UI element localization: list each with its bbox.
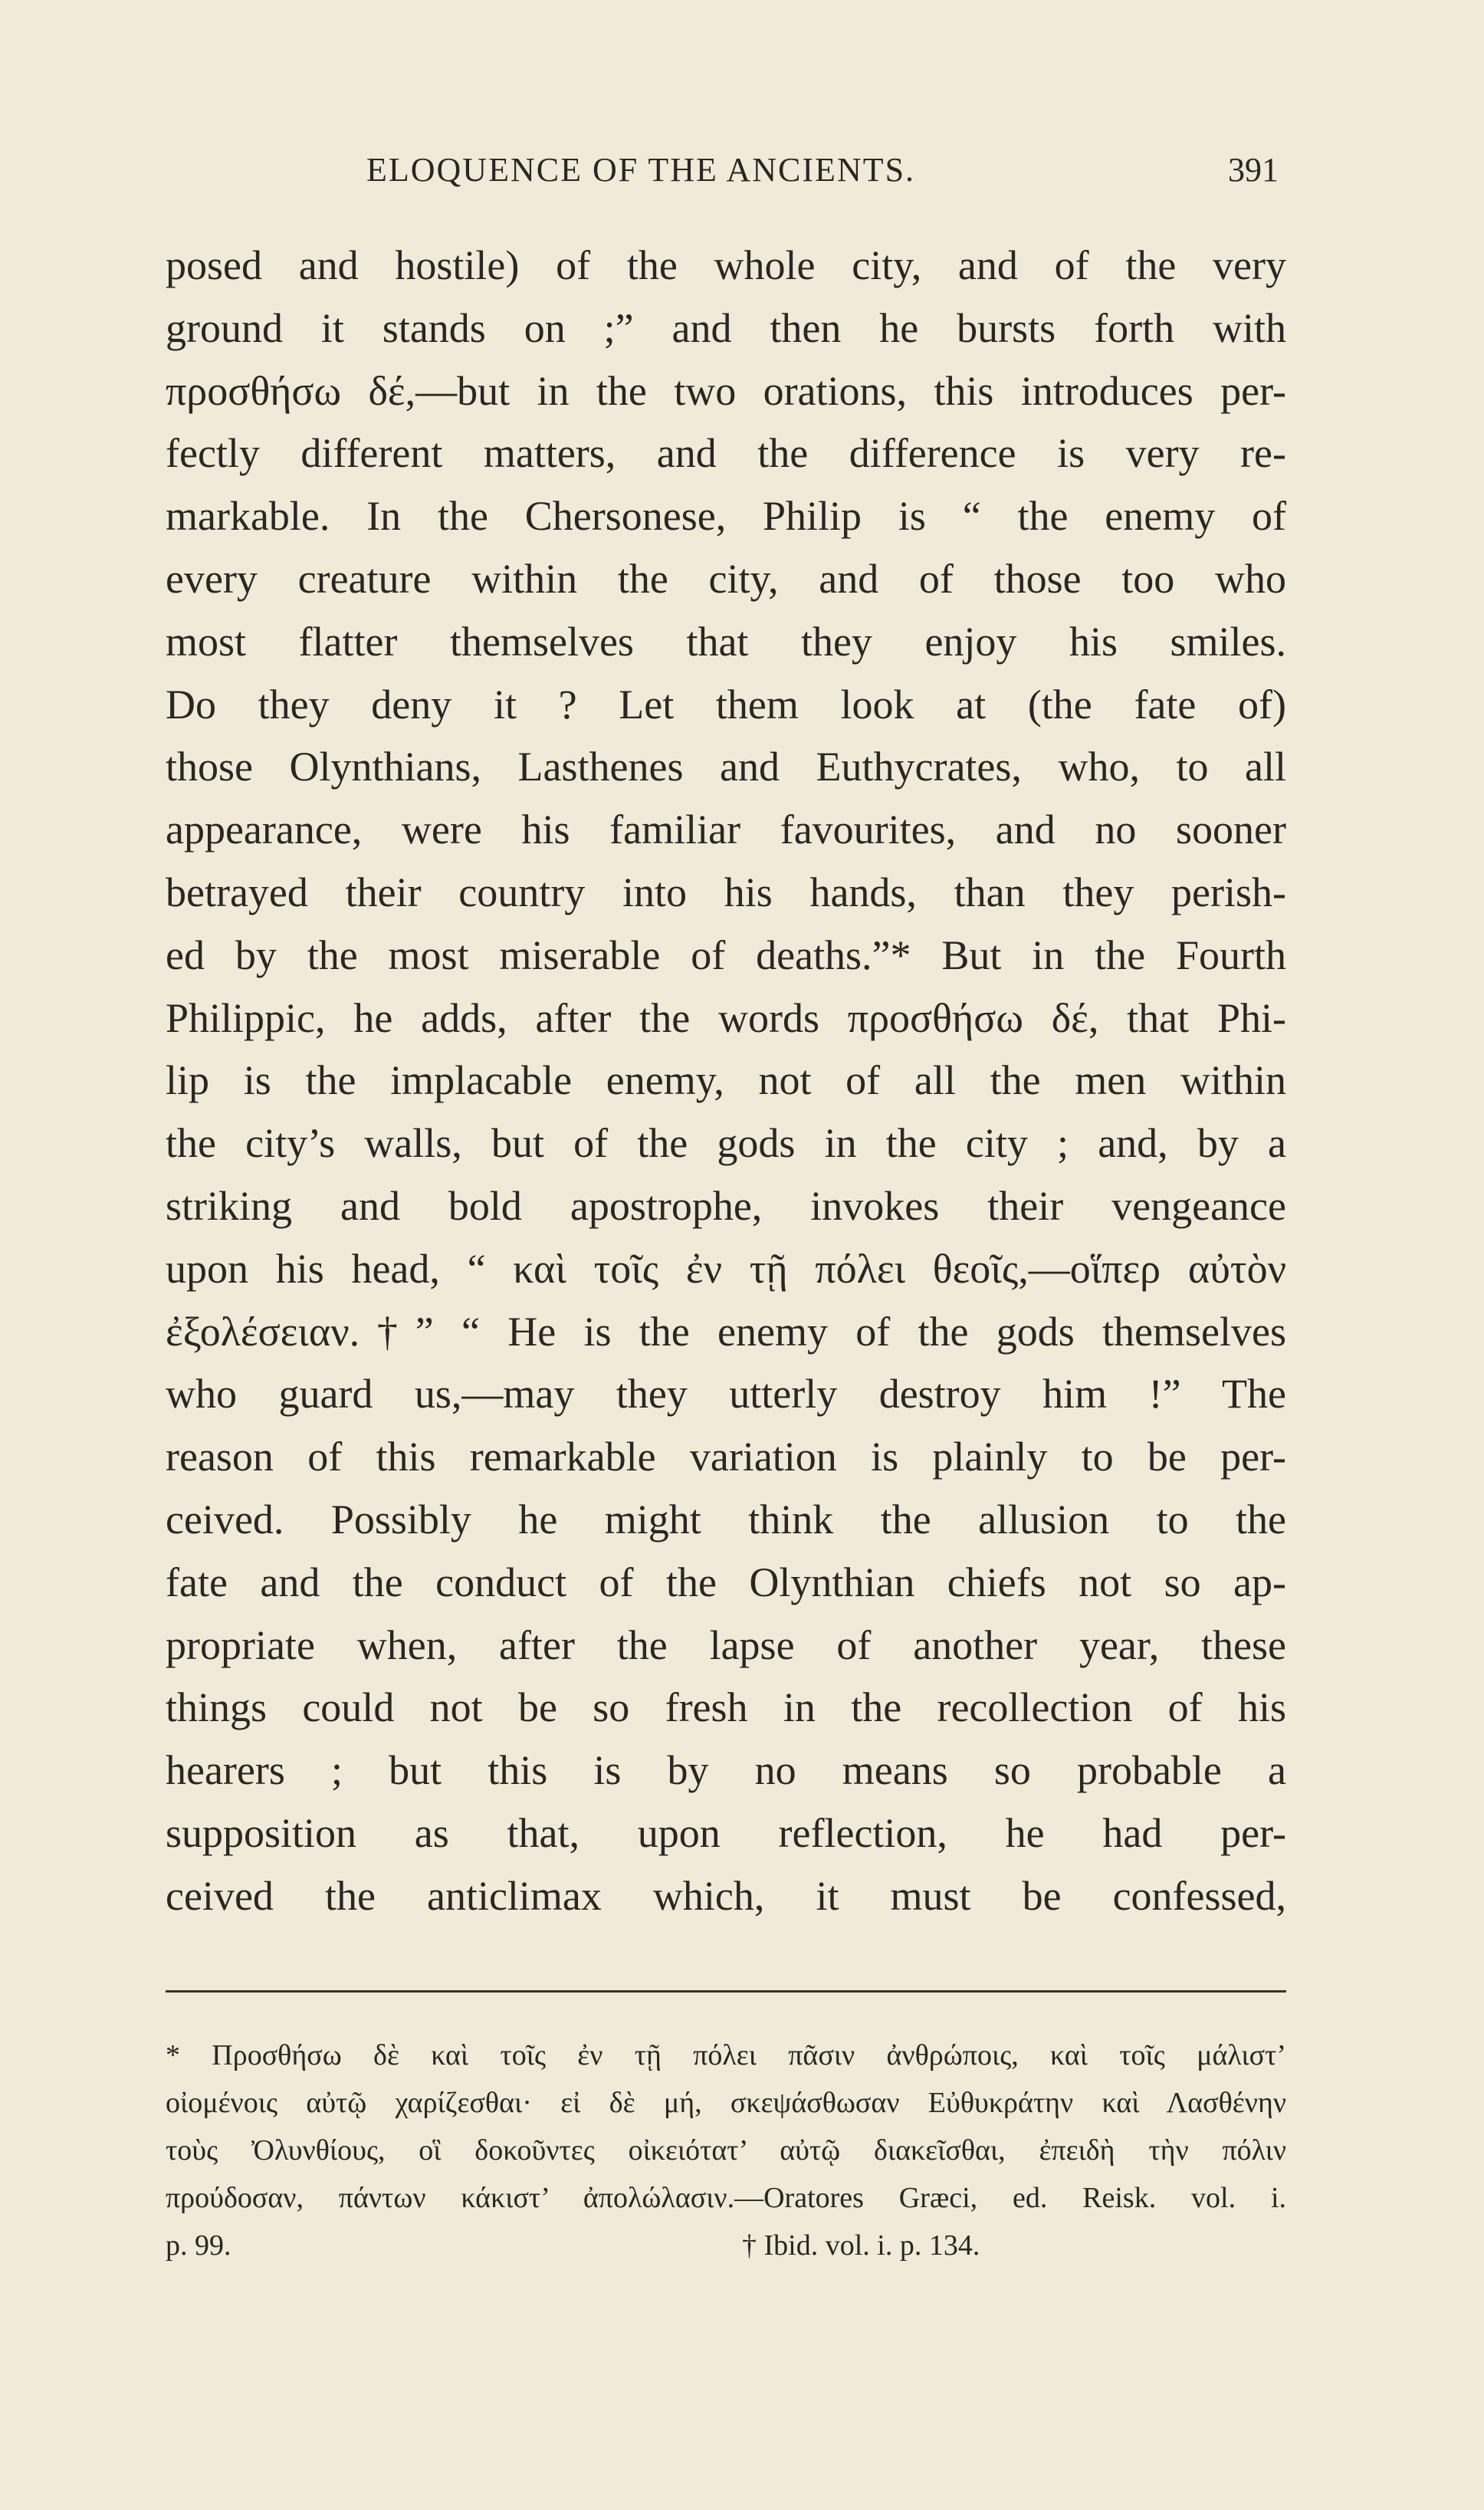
body-line: supposition as that, upon reflection, he had per- <box>166 1809 1286 1856</box>
footnote-divider <box>166 1990 1286 1993</box>
body-line: things could not be so fresh in the recollection of his <box>166 1684 1286 1731</box>
body-line: προσθήσω δέ,—but in the two orations, this introduces per- <box>166 367 1286 414</box>
body-line: ceived the anticlimax which, it must be confessed, <box>166 1872 1286 1919</box>
body-line: fectly different matters, and the difference is very re- <box>166 430 1286 477</box>
body-text <box>166 235 1286 1928</box>
body-line: Philippic, he adds, after the words προσθήσω δέ, that Phi- <box>166 994 1286 1041</box>
body-line: propriate when, after the lapse of another year, these <box>166 1621 1286 1668</box>
body-line: every creature within the city, and of those too who <box>166 555 1286 602</box>
body-line: markable. In the Chersonese, Philip is “ the enemy of <box>166 493 1286 540</box>
body-line: hearers ; but this is by no means so probable a <box>166 1747 1286 1794</box>
body-line: Do they deny it ? Let them look at (the fate of) <box>166 681 1286 728</box>
running-head <box>166 150 1286 196</box>
body-line: most flatter themselves that they enjoy his smiles. <box>166 618 1286 665</box>
footnotes <box>166 2032 1286 2269</box>
body-line: fate and the conduct of the Olynthian chiefs not so ap- <box>166 1559 1286 1605</box>
body-line: those Olynthians, Lasthenes and Euthycrates, who, to all <box>166 744 1286 790</box>
body-line: appearance, were his familiar favourites, and no sooner <box>166 807 1286 853</box>
running-title: ELOQUENCE OF THE ANCIENTS. <box>366 151 916 189</box>
footnote-line: οἰομένοις αὐτῷ χαρίζεσθαι· εἰ δὲ μή, σκεψάσθωσαν Εὐθυκράτην καὶ Λασθένην <box>166 2087 1286 2119</box>
footnote-last-line <box>166 2222 1286 2269</box>
footnote-page-ref: p. 99. <box>166 2229 231 2262</box>
page-number: 391 <box>1228 151 1279 189</box>
body-line: lip is the implacable enemy, not of all the men within <box>166 1057 1286 1104</box>
body-line: upon his head, “ καὶ τοῖς ἐν τῇ πόλει θεοῖς,—οἵπερ αὐτὸν <box>166 1245 1286 1292</box>
body-line: ceived. Possibly he might think the allusion to the <box>166 1496 1286 1542</box>
body-line: striking and bold apostrophe, invokes their vengeance <box>166 1182 1286 1229</box>
body-line: ground it stands on ;” and then he bursts forth with <box>166 304 1286 351</box>
body-line: betrayed their country into his hands, than they perish- <box>166 869 1286 915</box>
footnote-line: * Προσθήσω δὲ καὶ τοῖς ἐν τῇ πόλει πᾶσιν ἀνθρώποις, καὶ τοῖς μάλιστ’ <box>166 2039 1286 2071</box>
footnote-line: προύδοσαν, πάντων κάκιστ’ ἀπολώλασιν.—Oratores Græci, ed. Reisk. vol. i. <box>166 2182 1286 2214</box>
body-line: the city’s walls, but of the gods in the city ; and, by a <box>166 1120 1286 1167</box>
body-line: posed and hostile) of the whole city, and of the very <box>166 242 1286 288</box>
body-line: who guard us,—may they utterly destroy him !” The <box>166 1371 1286 1418</box>
body-line: reason of this remarkable variation is plainly to be per- <box>166 1434 1286 1480</box>
footnote-line: τοὺς Ὀλυνθίους, οἳ δοκοῦντες οἰκειότατ’ αὐτῷ διακεῖσθαι, ἐπειδὴ τὴν πόλιν <box>166 2134 1286 2167</box>
body-line: ἐξολέσειαν.†” “ He is the enemy of the gods themselves <box>166 1308 1286 1355</box>
body-line: ed by the most miserable of deaths.”* But in the Fourth <box>166 931 1286 978</box>
footnote-dagger-ref: † Ibid. vol. i. p. 134. <box>742 2229 980 2262</box>
